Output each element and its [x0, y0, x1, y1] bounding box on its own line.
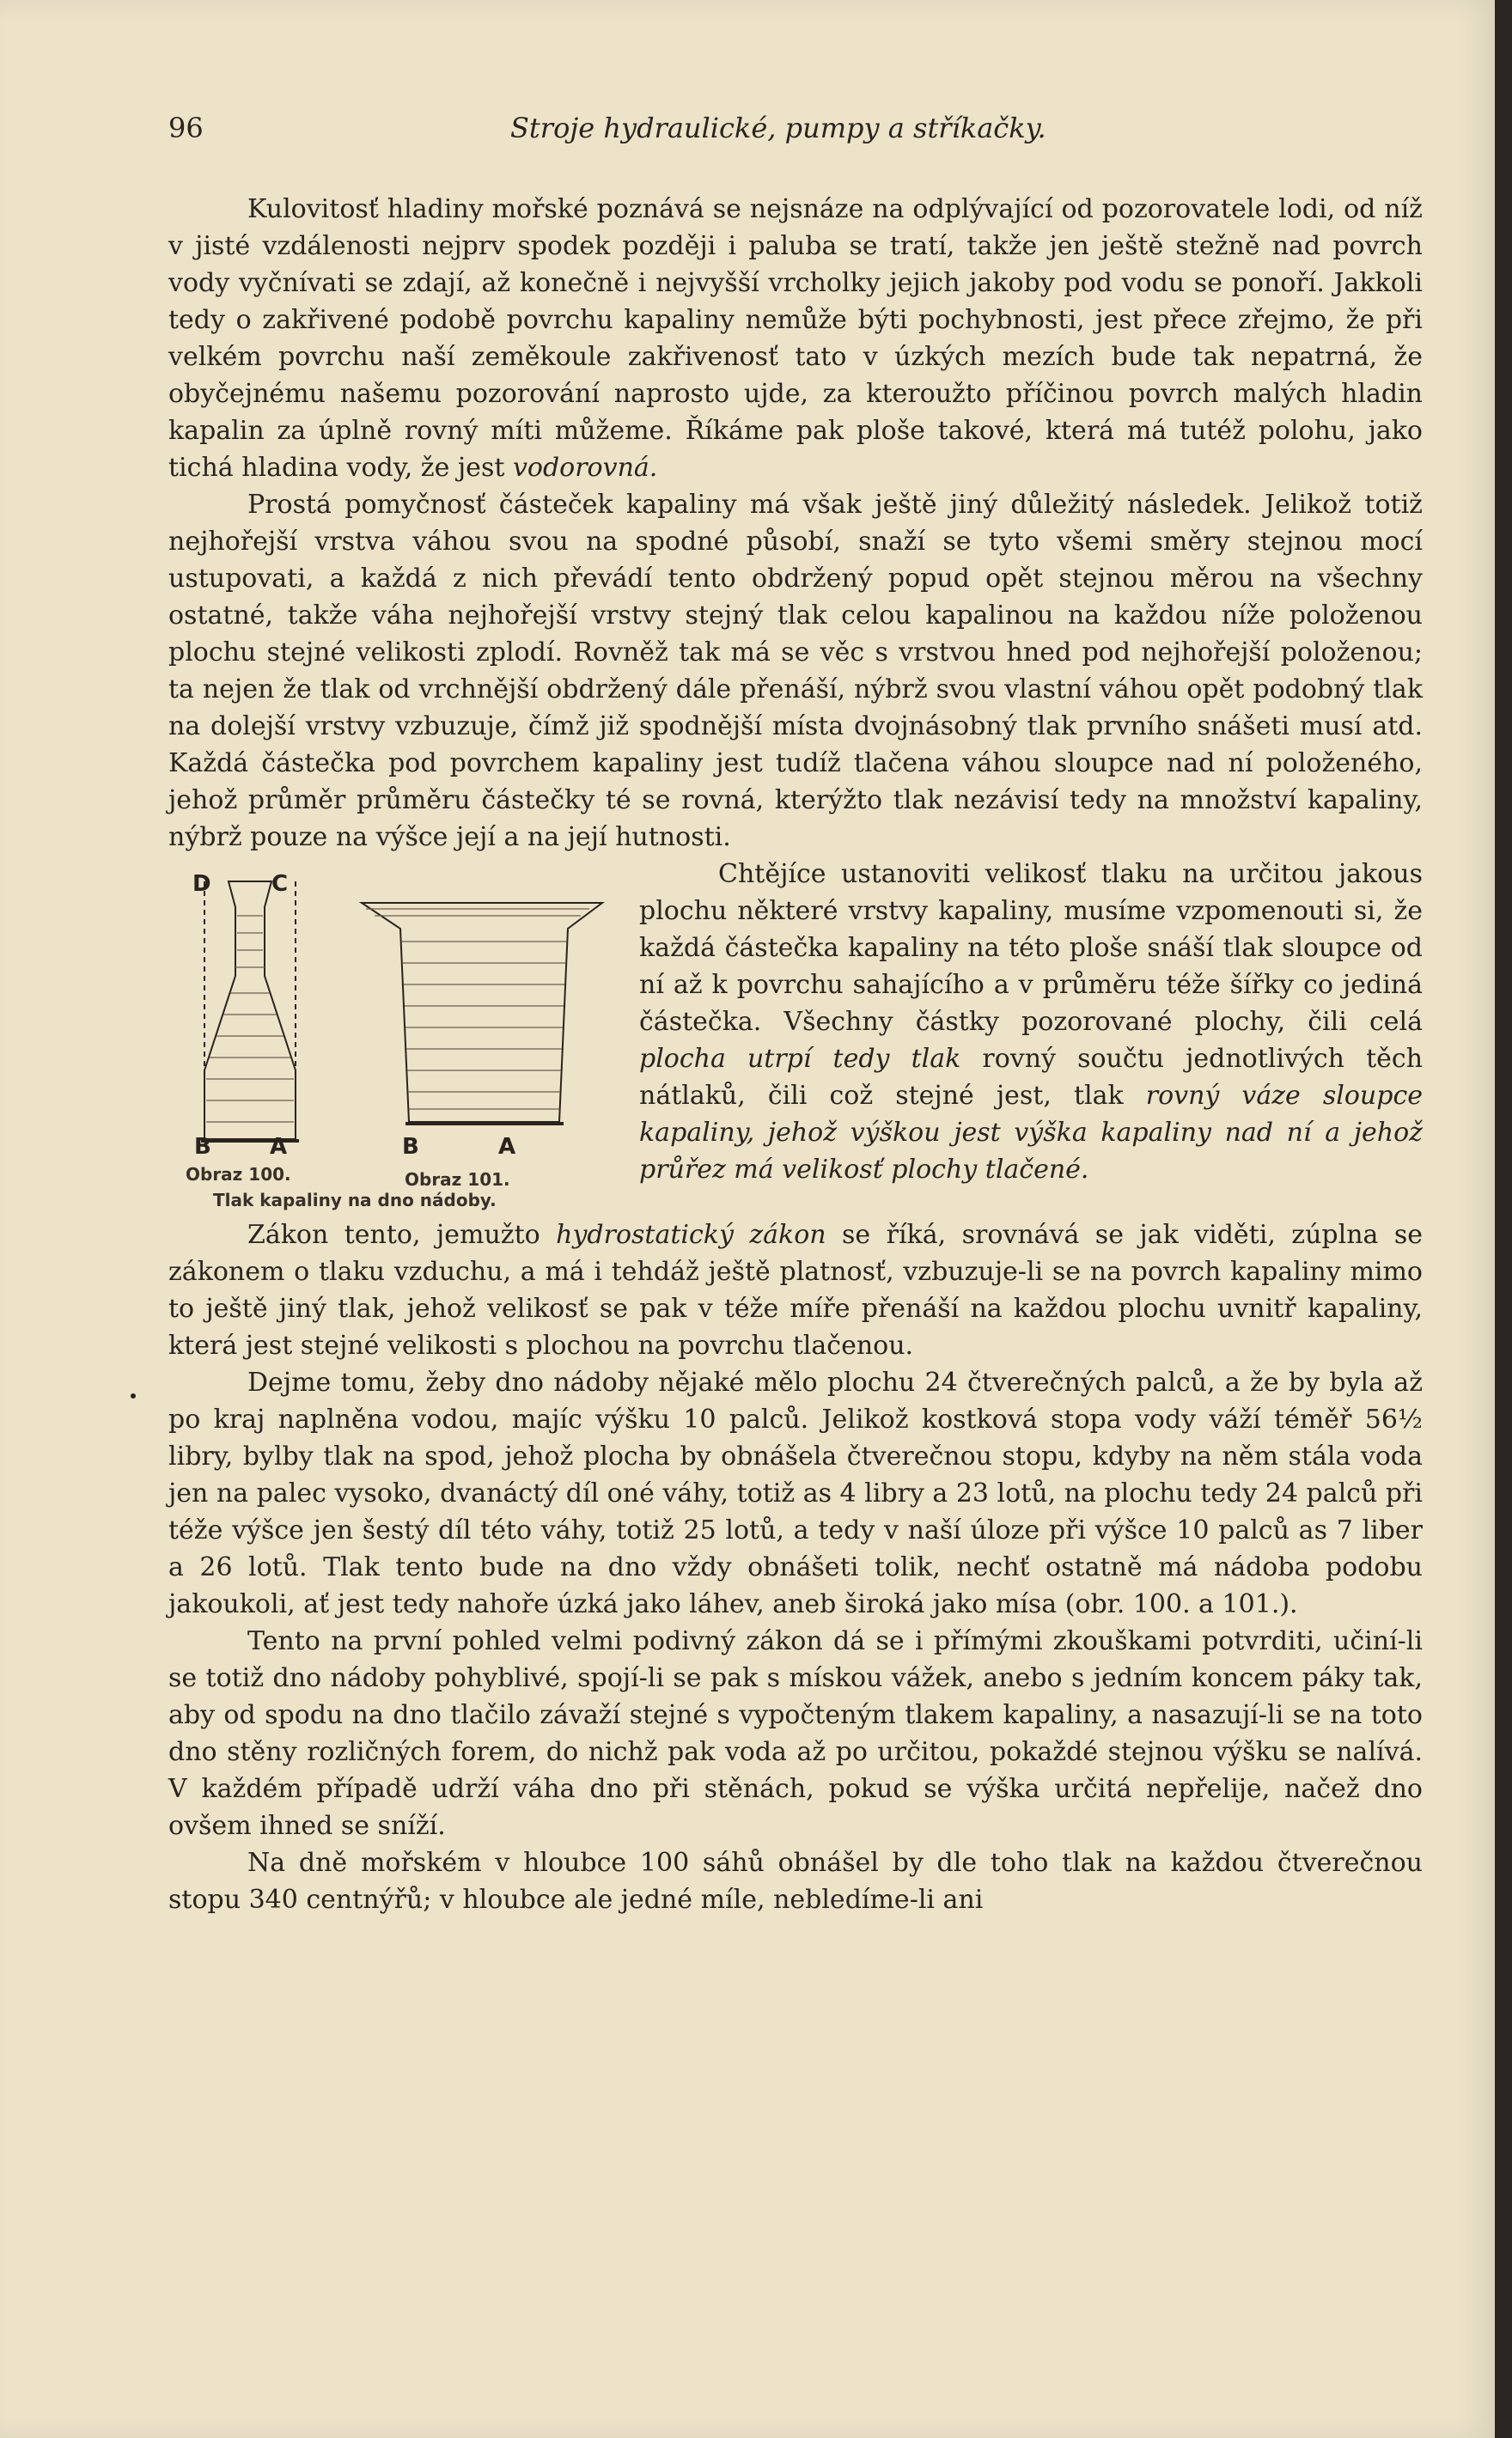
page-header — [168, 112, 1423, 155]
paragraph-1 — [168, 191, 1423, 486]
fig101-letter-b: B — [402, 1134, 419, 1160]
paragraph-3-emphasis-1: plocha utrpí tedy tlak — [639, 1044, 961, 1074]
caption-figure-100: Obraz 100. — [186, 1164, 291, 1185]
figure-100-bottle — [186, 873, 314, 1156]
fig101-letter-a: A — [498, 1134, 516, 1160]
page-number: 96 — [168, 112, 204, 144]
caption-figures-common: Tlak kapaliny na dno nádoby. — [213, 1190, 497, 1210]
paragraph-1-text: Kulovitosť hladiny mořské poznává se nejsnáze na odplývající od pozorovatele lodi, od níž v jisté vzdálenosti nejprv spodek později i paluba se tratí, takže jen ještě stežně nad povrch vody vyčnívati se zdají, až konečně i nejvyšší vrcholky jejich jakoby pod vodu se ponoří. Jakkoli tedy o zakřivené podobě povrchu kapaliny nemůže býti pochybnosti, jest přece zřejmo, že při velkém povrchu naší zeměkoule zakřivenosť tato v úzkých mezích bude tak nepatrná, že obyčejnému našemu pozorování naprosto ujde, za kteroužto příčinou povrch malých hladin kapalin za úplně rovný míti můžeme. Říkáme pak ploše takové, která má tutéž polohu, jako tichá hladina vody, že jest — [168, 194, 1423, 483]
fig100-letter-c: C — [271, 871, 289, 897]
caption-figure-101: Obraz 101. — [405, 1169, 510, 1190]
figure-block — [168, 856, 1423, 1216]
paragraph-4-text-b: se říká, srovnává se jak viděti, zúplna se zákonem o tlaku vzduchu, a má i tehdáž ještě platnosť, vzbuzuje-li se na povrch kapaliny mimo to ještě jiný tlak, jehož velikosť se pak v téže míře přenáší na každou plochu uvnitř kapaliny, která jest stejné velikosti s plochou na povrchu tlačenou. — [168, 1220, 1424, 1361]
paragraph-3-text-b: rovný součtu jednotlivých těch nátlaků, čili což stejné jest, tlak — [639, 1044, 1424, 1111]
running-title: Stroje hydraulické, pumpy a stříkačky. — [510, 112, 1046, 144]
term-hydrostaticky-zakon: hydrostatický zákon — [556, 1220, 826, 1250]
fig100-letter-a: A — [270, 1134, 288, 1160]
figure-101-bowl — [357, 890, 607, 1148]
paragraph-3-emphasis-2: rovný váze sloupce kapaliny, jehož výškou jest výška kapaliny nad ní a jehož průřez má velikosť plochy tlačené. — [639, 1081, 1423, 1185]
paragraph-4 — [168, 1216, 1423, 1364]
fig100-letter-d: D — [192, 871, 211, 897]
fig100-letter-b: B — [194, 1134, 211, 1160]
term-vodorovna: vodorovná. — [512, 453, 658, 483]
body-text — [168, 191, 1423, 1918]
paragraph-4-text-a: Zákon tento, jemužto — [247, 1220, 557, 1250]
paragraph-6: Tento na první pohled velmi podivný zákon dá se i přímými zkouškami potvrditi, učiní-li se totiž dno nádoby pohyblivé, spojí-li se pak s mískou vážek, anebo s jedním koncem páky tak, aby od spodu na dno tlačilo závaží stejné s vypočteným tlakem kapaliny, a nasazují-li se na toto dno stěny rozličných forem, do nichž pak voda až po určitou, pokaždé stejnou výšku se nalívá. V každém případě udrží váha dno při stěnách, pokud se výška určitá nepřelije, načež dno ovšem ihned se sníží. — [168, 1626, 1423, 1841]
paragraph-2: Prostá pomyčnosť částeček kapaliny má však ještě jiný důležitý následek. Jelikož totiž nejhořejší vrstva váhou svou na spodné působí, snaží se tyto všemi směry stejnou mocí ustupovati, a každá z nich převádí tento obdržený popud opět stejnou měrou na všechny ostatné, takže váha nejhořejší vrstvy stejný tlak celou kapalinou na každou níže položenou plochu stejné velikosti zplodí. Rovněž tak má se věc s vrstvou hned pod nejhořejší položenou; ta nejen že tlak od vrchnější obdržený dále přenáší, nýbrž svou vlastní váhou opět podobný tlak na dolejší vrstvy vzbuzuje, čímž již spodnější místa dvojnásobný tlak prvního snášeti musí atd. Každá částečka pod povrchem kapaliny jest tudíž tlačena váhou sloupce nad ní položeného, jehož průměr průměru částečky té se rovná, kterýžto tlak nezávisí tedy na množství kapaliny, nýbrž pouze na výšce její a na její hutnosti. — [168, 490, 1423, 852]
paragraph-3 — [639, 856, 1423, 1188]
paragraph-7: Na dně mořském v hloubce 100 sáhů obnášel by dle toho tlak na každou čtverečnou stopu 340 centnýřů; v hloubce ale jedné míle, nebledíme-li ani — [168, 1848, 1423, 1915]
figure-side-text — [639, 856, 1423, 1188]
paragraph-5: Dejme tomu, žeby dno nádoby nějaké mělo plochu 24 čtverečných palců, a že by byla až po kraj naplněna vodou, majíc výšku 10 palců. Jelikož kostková stopa vody váží téměř 56½ libry, bylby tlak na spod, jehož plocha by obnášela čtverečnou stopu, kdyby na něm stála voda jen na palec vysoko, dvanáctý díl oné váhy, totiž as 4 libry a 23 lotů, na plochu tedy 24 palců při téže výšce jen šestý díl této váhy, totiž 25 lotů, a tedy v naší úloze při výšce 10 palců as 7 liber a 26 lotů. Tlak tento bude na dno vždy obnášeti tolik, nechť ostatně má nádoba podobu jakoukoli, ať jest tedy nahoře úzká jako láhev, aneb široká jako mísa (obr. 100. a 101.). — [168, 1368, 1423, 1619]
margin-mark — [131, 1393, 136, 1399]
paragraph-3-text-a: Chtějíce ustanoviti velikosť tlaku na určitou jakous plochu některé vrstvy kapaliny, musíme vzpomenouti si, že každá částečka kapaliny na této ploše snáší tlak sloupce od ní až k povrchu sahajícího a v průměru téže šířky co jediná částečka. Všechny částky pozorované plochy, čili celá — [639, 859, 1423, 1037]
figures-100-101 — [168, 856, 624, 1216]
